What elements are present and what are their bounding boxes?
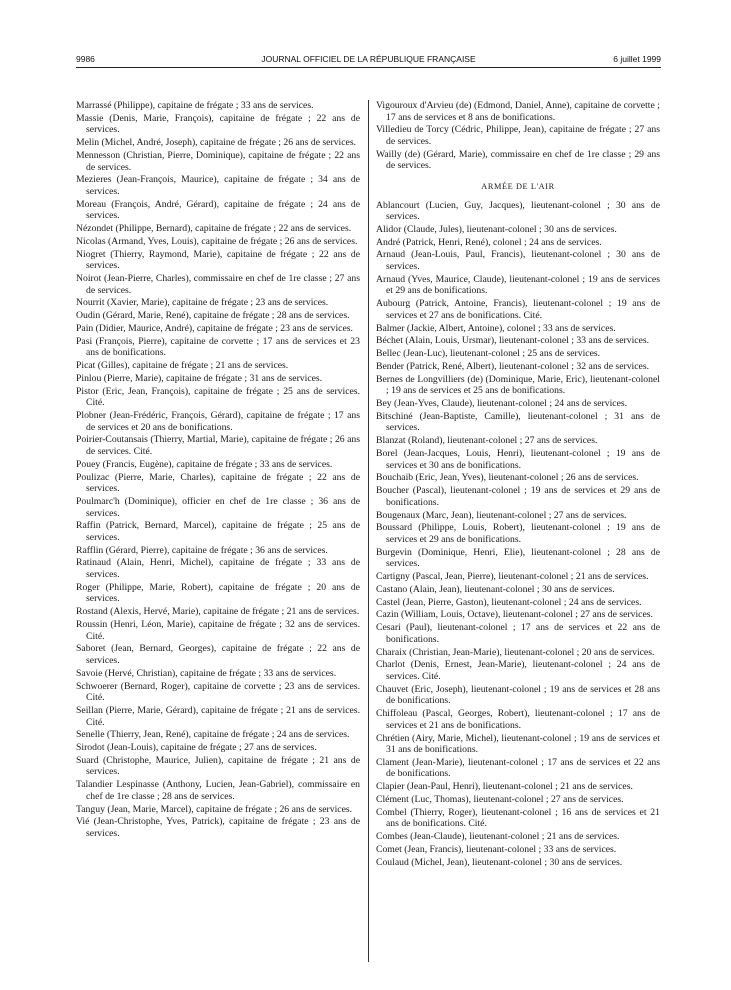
list-item: Raffin (Patrick, Bernard, Marcel), capitaine de frégate ; 25 ans de services.: [76, 520, 360, 543]
list-item: Bender (Patrick, René, Albert), lieutenant-colonel ; 32 ans de services.: [376, 360, 650, 372]
column-divider: [368, 100, 369, 962]
list-item: Balmer (Jackie, Albert, Antoine), colonel ; 33 ans de services.: [376, 322, 616, 334]
list-item: Boussard (Philippe, Louis, Robert), lieutenant-colonel ; 19 ans de services et 29 ans de bonifications.: [376, 522, 660, 545]
list-item: Villedieu de Torcy (Cédric, Philippe, Jean), capitaine de frégate ; 27 ans de services.: [376, 124, 660, 147]
list-item: Chauvet (Eric, Joseph), lieutenant-colonel ; 19 ans de services et 28 ans de bonifications.: [376, 683, 660, 707]
list-item: Nicolas (Armand, Yves, Louis), capitaine de frégate ; 26 ans de services.: [76, 235, 358, 247]
list-item: Tanguy (Jean, Marie, Marcel), capitaine de frégate ; 26 ans de services.: [76, 803, 353, 815]
list-item: Noirot (Jean-Pierre, Charles), commissaire en chef de 1re classe ; 27 ans de services.: [76, 273, 360, 296]
list-item: Moreau (François, André, Gérard), capitaine de frégate ; 24 ans de services.: [76, 198, 360, 222]
list-item: Massie (Denis, Marie, François), capitaine de frégate ; 22 ans de services.: [76, 112, 360, 136]
list-item: Clément (Luc, Thomas), lieutenant-colonel ; 27 ans de services.: [376, 794, 624, 806]
list-item: Niogret (Thierry, Raymond, Marie), capitaine de frégate ; 22 ans de services.: [76, 248, 360, 272]
list-item: Oudin (Gérard, Marie, René), capitaine de frégate ; 28 ans de services.: [76, 310, 350, 322]
list-item: Roussin (Henri, Léon, Marie), capitaine de frégate ; 32 ans de services. Cité.: [76, 619, 360, 642]
list-item: Pouey (Francis, Eugène), capitaine de frégate ; 33 ans de services.: [76, 458, 333, 470]
list-item: Roger (Philippe, Marie, Robert), capitaine de frégate ; 20 ans de services.: [76, 581, 360, 605]
list-item: Castel (Jean, Pierre, Gaston), lieutenant-colonel ; 24 ans de services.: [376, 596, 642, 608]
air-force-entries: [376, 200, 660, 869]
list-item: Chrétien (Airy, Marie, Michel), lieutenant-colonel ; 19 ans de services et 31 ans de bonifications.: [376, 732, 660, 756]
list-item: Vigouroux d'Arvieu (de) (Edmond, Daniel, Anne), capitaine de corvette ; 17 ans de services et 8 ans de bonifications.: [376, 100, 660, 123]
list-item: Comet (Jean, Francis), lieutenant-colonel ; 33 ans de services.: [376, 843, 617, 855]
list-item: Bey (Jean-Yves, Claude), lieutenant-colonel ; 24 ans de services.: [376, 398, 628, 410]
list-item: Nézondet (Philippe, Bernard), capitaine de frégate ; 22 ans de services.: [76, 223, 352, 235]
list-item: Saboret (Jean, Bernard, Georges), capitaine de frégate ; 22 ans de services.: [76, 643, 360, 666]
list-item: Nourrit (Xavier, Marie), capitaine de frégate ; 23 ans de services.: [76, 297, 329, 309]
list-item: Pasi (François, Pierre), capitaine de corvette ; 17 ans de services et 23 ans de bonifications.: [76, 335, 360, 359]
page-header: [76, 54, 661, 66]
list-item: Poulmarc'h (Dominique), officier en chef de 1re classe ; 36 ans de services.: [76, 495, 360, 519]
list-item: Arnaud (Yves, Maurice, Claude), lieutenant-colonel ; 19 ans de services et 29 ans de bonifications.: [376, 273, 660, 297]
list-item: Pain (Didier, Maurice, André), capitaine de frégate ; 23 ans de services.: [76, 322, 353, 334]
list-item: Poulizac (Pierre, Marie, Charles), capitaine de frégate ; 22 ans de services.: [76, 471, 360, 495]
list-item: Béchet (Alain, Louis, Ursmar), lieutenant-colonel ; 33 ans de services.: [376, 335, 650, 347]
list-item: Suard (Christophe, Maurice, Julien), capitaine de frégate ; 21 ans de services.: [76, 754, 360, 778]
list-item: Senelle (Thierry, Jean, René), capitaine de frégate ; 24 ans de services.: [76, 729, 350, 741]
list-item: Charaix (Christian, Jean-Marie), lieutenant-colonel ; 20 ans de services.: [376, 646, 655, 658]
list-item: Sirodot (Jean-Louis), capitaine de frégate ; 27 ans de services.: [76, 742, 317, 754]
list-item: Plobner (Jean-Frédéric, François, Gérard), capitaine de frégate ; 17 ans de services et 20 ans de bonifications.: [76, 410, 360, 433]
list-item: Marrassé (Philippe), capitaine de frégate ; 33 ans de services.: [76, 100, 314, 111]
list-item: Bernes de Longvilliers (de) (Dominique, Marie, Eric), lieutenant-colonel ; 19 ans de services et 25 ans de bonifications.: [376, 373, 660, 397]
right-column: [376, 100, 660, 870]
list-item: Clament (Jean-Marie), lieutenant-colonel ; 17 ans de services et 22 ans de bonifications.: [376, 756, 660, 780]
navy-entries-continued: [376, 100, 660, 172]
list-item: Wailly (de) (Gérard, Marie), commissaire en chef de 1re classe ; 29 ans de services.: [376, 148, 660, 172]
list-item: Pistor (Eric, Jean, François), capitaine de frégate ; 25 ans de services. Cité.: [76, 385, 360, 409]
list-item: André (Patrick, Henri, René), colonel ; 24 ans de services.: [376, 236, 602, 248]
list-item: Cartigny (Pascal, Jean, Pierre), lieutenant-colonel ; 21 ans de services.: [376, 571, 649, 583]
list-item: Bellec (Jean-Luc), lieutenant-colonel ; 25 ans de services.: [376, 348, 601, 360]
list-item: Burgevin (Dominique, Henri, Elie), lieutenant-colonel ; 28 ans de services.: [376, 546, 660, 570]
list-item: Cesari (Paul), lieutenant-colonel ; 17 ans de services et 22 ans de bonifications.: [376, 622, 660, 645]
list-item: Aubourg (Patrick, Antoine, Francis), lieutenant-colonel ; 19 ans de services et 27 ans de bonifications. Cité.: [376, 298, 660, 321]
list-item: Seillan (Pierre, Marie, Gérard), capitaine de frégate ; 21 ans de services. Cité.: [76, 704, 360, 728]
list-item: Bouchaib (Eric, Jean, Yves), lieutenant-colonel ; 26 ans de services.: [376, 472, 639, 484]
journal-title: JOURNAL OFFICIEL DE LA RÉPUBLIQUE FRANÇAISE: [261, 54, 476, 64]
list-item: Melin (Michel, André, Joseph), capitaine de frégate ; 26 ans de services.: [76, 137, 357, 149]
section-title: ARMÉE DE L'AIR: [481, 181, 555, 191]
list-item: Pinlou (Pierre, Marie), capitaine de frégate ; 31 ans de services.: [76, 372, 323, 384]
list-item: Bougenaux (Marc, Jean), lieutenant-colonel ; 27 ans de services.: [376, 509, 627, 521]
list-item: Arnaud (Jean-Louis, Paul, Francis), lieutenant-colonel ; 30 ans de services.: [376, 249, 660, 273]
list-item: Ablancourt (Lucien, Guy, Jacques), lieutenant-colonel ; 30 ans de services.: [376, 199, 660, 223]
list-item: Vié (Jean-Christophe, Yves, Patrick), capitaine de frégate ; 23 ans de services.: [76, 816, 360, 839]
list-item: Boucher (Pascal), lieutenant-colonel ; 19 ans de services et 29 ans de bonifications.: [376, 485, 660, 508]
list-item: Rafflin (Gérard, Pierre), capitaine de frégate ; 36 ans de services.: [76, 544, 328, 556]
list-item: Combes (Jean-Claude), lieutenant-colonel ; 21 ans de services.: [376, 831, 620, 843]
list-item: Castano (Alain, Jean), lieutenant-colonel ; 30 ans de services.: [376, 583, 615, 595]
list-item: Mezieres (Jean-François, Maurice), capitaine de frégate ; 34 ans de services.: [76, 174, 360, 197]
list-item: Ratinaud (Alain, Henri, Michel), capitaine de frégate ; 33 ans de services.: [76, 557, 360, 581]
list-item: Alidor (Claude, Jules), lieutenant-colonel ; 30 ans de services.: [376, 223, 617, 235]
list-item: Coulaud (Michel, Jean), lieutenant-colonel ; 30 ans de services.: [376, 856, 623, 868]
list-item: Chiffoleau (Pascal, Georges, Robert), lieutenant-colonel ; 17 ans de services et 21 ans de bonifications.: [376, 708, 660, 731]
list-item: Clapier (Jean-Paul, Henri), lieutenant-colonel ; 21 ans de services.: [376, 781, 633, 793]
page-number: 9986: [76, 54, 95, 64]
list-item: Cazin (William, Louis, Octave), lieutenant-colonel ; 27 ans de services.: [376, 609, 653, 621]
list-item: Bitschiné (Jean-Baptiste, Camille), lieutenant-colonel ; 31 ans de services.: [376, 410, 660, 434]
list-item: Borel (Jean-Jacques, Louis, Henri), lieutenant-colonel ; 19 ans de services et 30 ans de bonifications.: [376, 448, 660, 471]
list-item: Schwoerer (Bernard, Roger), capitaine de corvette ; 23 ans de services. Cité.: [76, 680, 360, 704]
list-item: Savoie (Hervé, Christian), capitaine de frégate ; 33 ans de services.: [76, 667, 337, 679]
list-item: Picat (Gilles), capitaine de frégate ; 21 ans de services.: [76, 360, 289, 372]
publication-date: 6 juillet 1999: [613, 54, 661, 64]
header-rule: [76, 67, 661, 68]
list-item: Combel (Thierry, Roger), lieutenant-colonel ; 16 ans de services et 21 ans de bonifications. Cité.: [376, 806, 660, 830]
list-item: Mennesson (Christian, Pierre, Dominique), capitaine de frégate ; 22 ans de services.: [76, 149, 360, 173]
list-item: Talandier Lespinasse (Anthony, Lucien, Jean-Gabriel), commissaire en chef de 1re classe ; 28 ans de services.: [76, 779, 360, 802]
list-item: Blanzat (Roland), lieutenant-colonel ; 27 ans de services.: [376, 435, 598, 447]
left-column: [76, 100, 360, 841]
list-item: Rostand (Alexis, Hervé, Marie), capitaine de frégate ; 21 ans de services.: [76, 606, 360, 618]
list-item: Poirier-Coutansais (Thierry, Martial, Marie), capitaine de frégate ; 26 ans de services. Cité.: [76, 434, 360, 457]
list-item: Charlot (Denis, Ernest, Jean-Marie), lieutenant-colonel ; 24 ans de services. Cité.: [376, 659, 660, 682]
